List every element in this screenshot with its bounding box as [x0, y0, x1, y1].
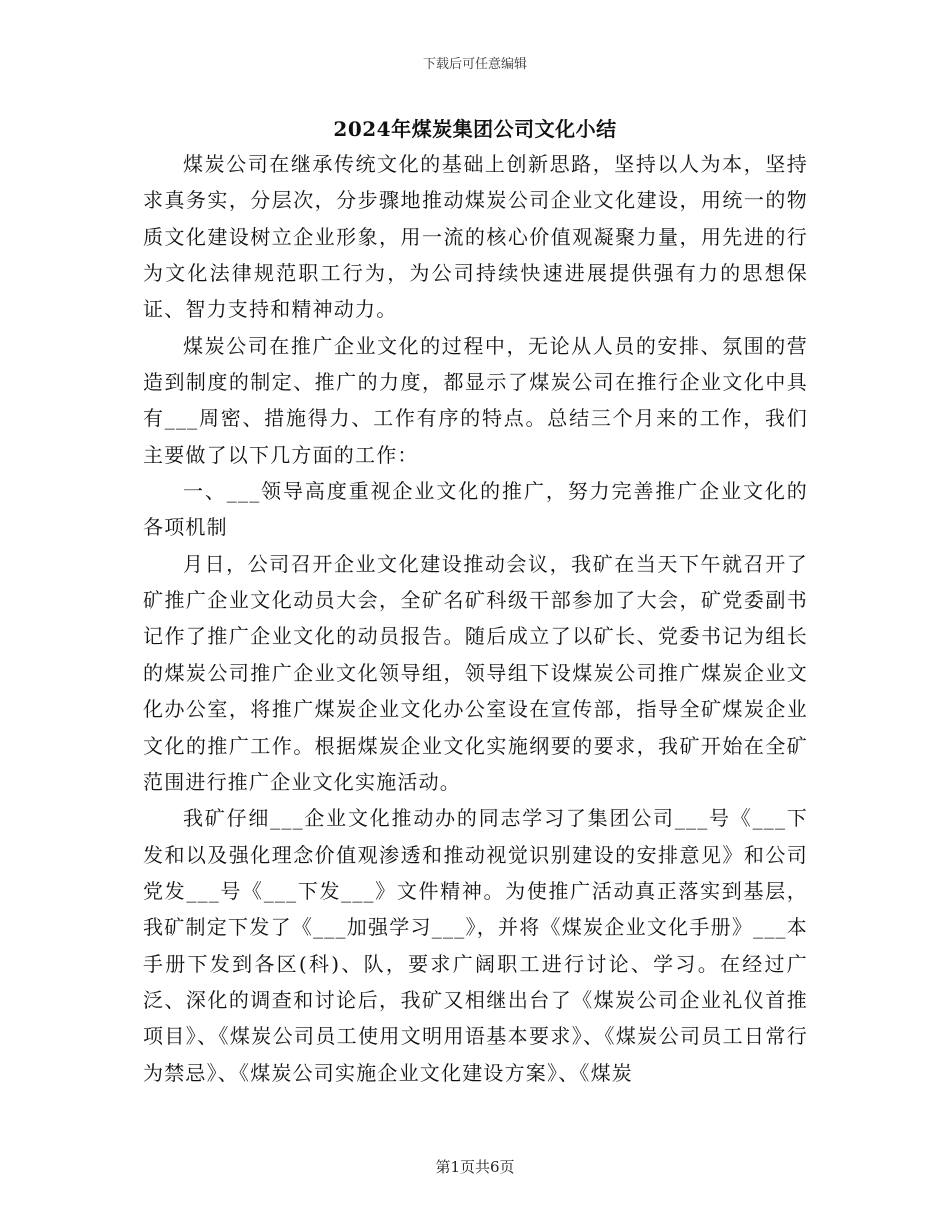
document-title: 2024年煤炭集团公司文化小结: [333, 117, 617, 141]
page-number: 第1页共6页: [435, 1158, 515, 1176]
paragraph: 月日，公司召开企业文化建设推动会议，我矿在当天下午就召开了矿推广企业文化动员大会，全矿名矿科级干部参加了大会，矿党委副书记作了推广企业文化的动员报告。随后成立了以矿长、党委书记为组长的煤炭公司推广企业文化领导组，领导组下设煤炭公司推广煤炭企业文化办公室，将推广煤炭企业文化办公室设在宣传部，指导全矿煤炭企业文化的推广工作。根据煤炭企业文化实施纲要的要求，我矿开始在全矿范围进行推广企业文化实施活动。: [143, 551, 808, 794]
paragraph: 煤炭公司在推广企业文化的过程中，无论从人员的安排、氛围的营造到制度的制定、推广的力度，都显示了煤炭公司在推行企业文化中具有___周密、措施得力、工作有序的特点。总结三个月来的工作，我们主要做了以下几方面的工作：: [143, 333, 808, 467]
header-note: 下载后可任意编辑: [422, 57, 527, 72]
section-heading: 一、___领导高度重视企业文化的推广，努力完善推广企业文化的各项机制: [143, 479, 808, 540]
paragraph: 煤炭公司在继承传统文化的基础上创新思路，坚持以人为本，坚持求真务实，分层次，分步骤地推动煤炭公司企业文化建设，用统一的物质文化建设树立企业形象，用一流的核心价值观凝聚力量，用先进的行为文化法律规范职工行为，为公司持续快速进展提供强有力的思想保证、智力支持和精神动力。: [143, 152, 808, 322]
paragraph: 我矿仔细___企业文化推动办的同志学习了集团公司___号《___下发和以及强化理念价值观渗透和推动视觉识别建设的安排意见》和公司党发___号《___下发___》文件精神。为使推广活动真正落实到基层，我矿制定下发了《___加强学习___》，并将《煤炭企业文化手册》___本手册下发到各区(科)、队，要求广阔职工进行讨论、学习。在经过广泛、深化的调查和讨论后，我矿又相继出台了《煤炭公司企业礼仪首推项目》、《煤炭公司员工使用文明用语基本要求》、《煤炭公司员工日常行为禁忌》、《煤炭公司实施企业文化建设方案》、《煤炭: [143, 806, 808, 1085]
document-body: [143, 146, 808, 1091]
